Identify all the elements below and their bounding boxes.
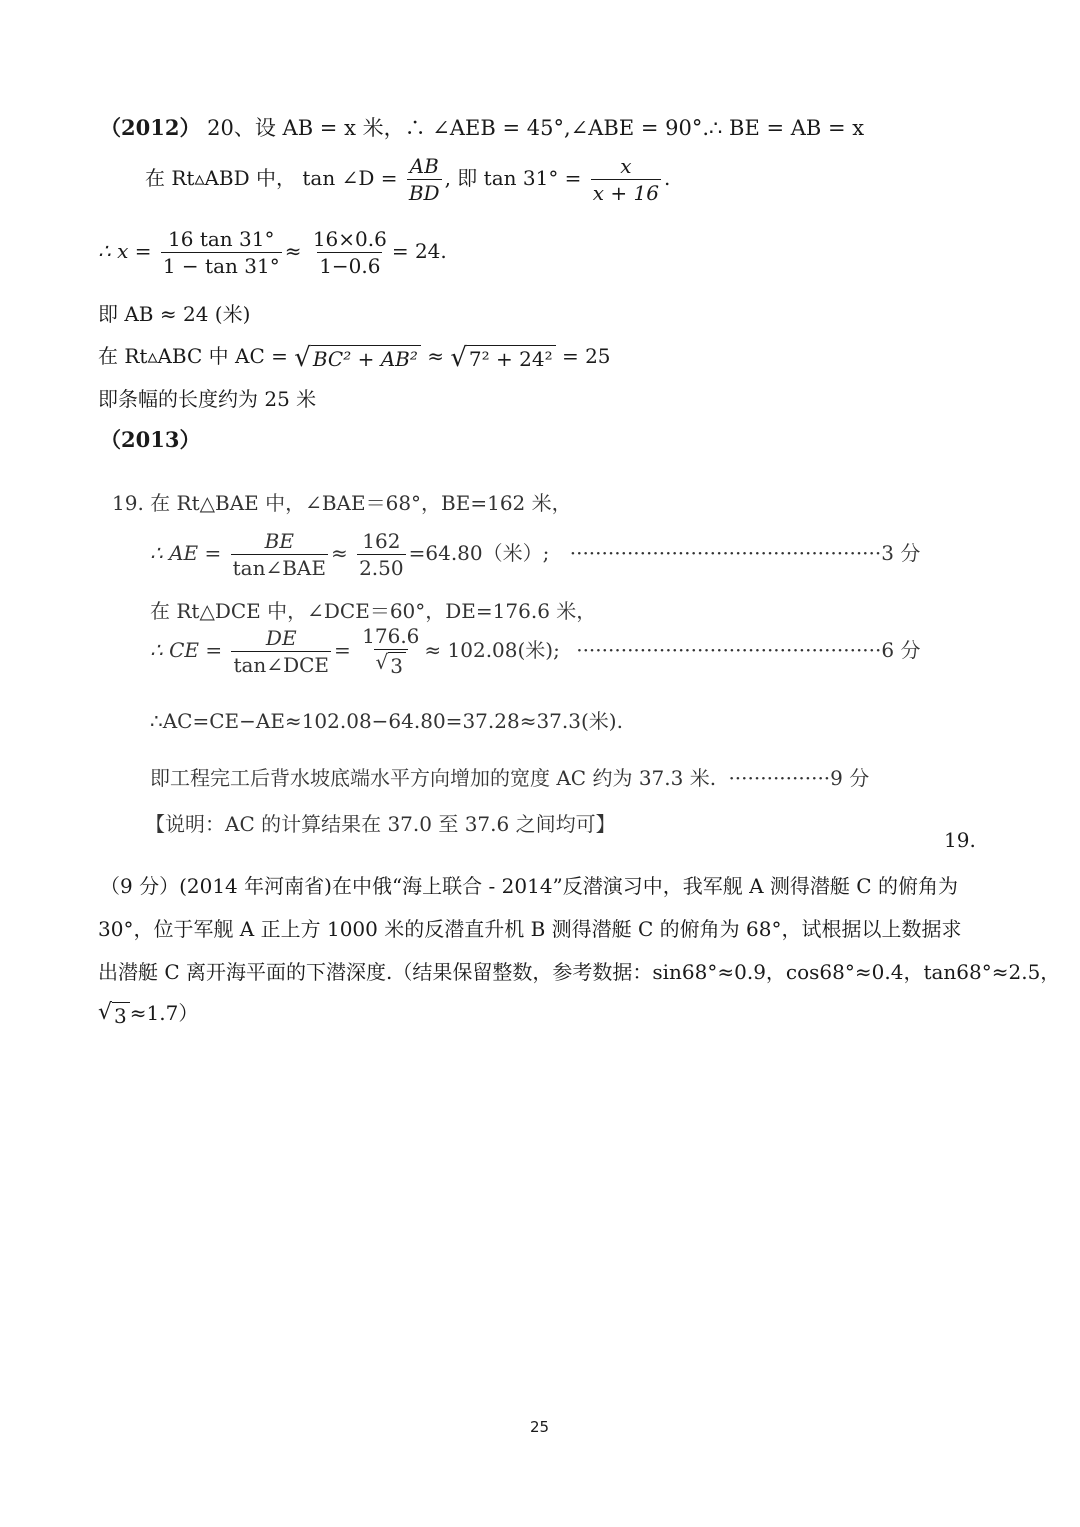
dot-leader: ················································: [576, 638, 882, 662]
fraction-ab-bd: $\frac{AB}{BD}$: [408, 154, 440, 205]
dot-leader: ·················································: [569, 541, 882, 565]
score-6: 6 分: [881, 638, 921, 662]
solution-2013-line2: ∴ AE = $\frac{BE}{\text{tan∠BAE}}$ ≈ $\frac{162}{2.50}$ =64.80（米）; ·················································3 分: [150, 529, 921, 580]
solution-2012-line1: [100, 112, 864, 142]
question-line3: 出潜艇 C 离开海平面的下潜深度.（结果保留整数，参考数据：sin68°≈0.9，cos68°≈0.4，tan68°≈2.5，: [98, 960, 1061, 984]
question-line2: 30°，位于军舰 A 正上方 1000 米的反潜直升机 B 测得潜艇 C 的俯角为 68°，试根据以上数据求: [98, 917, 962, 941]
fraction-16tan31: $\frac{16 \tan 31^\circ}{1 - \tan 31^\circ}$: [162, 227, 280, 278]
score-3: 3 分: [881, 541, 921, 565]
solution-2012-line3: ∴ x = $\frac{16 \tan 31^\circ}{1 - \tan 31^\circ}$ ≈ $\frac{16\times 0.6}{1-0.6}$ = 24.: [98, 227, 447, 278]
year-heading-2013: （2013）: [100, 427, 201, 452]
solution-2012-line4: 即 AB ≈ 24 (米): [98, 302, 251, 326]
question-line1: （9 分）(2014 年河南省)在中俄“海上联合 - 2014”反潜演习中，我军舰 A 测得潜艇 C 的俯角为: [100, 874, 958, 898]
sqrt-7-24: √ 7² + 24²: [450, 345, 555, 371]
solution-2013-line5: ∴AC=CE−AE≈102.08−64.80=37.28≈37.3(米).: [150, 709, 623, 733]
year-heading-2012: （2012）: [100, 115, 201, 140]
solution-2012-line6: 即条幅的长度约为 25 米: [98, 387, 317, 411]
score-9: 9 分: [830, 766, 870, 790]
solution-2013-line6: 即工程完工后背水坡底端水平方向增加的宽度 AC 约为 37.3 米. ················9 分: [150, 766, 870, 790]
solution-2013-line4: ∴ CE = $\frac{DE}{\text{tan∠DCE}}$ = 176.6 √ 3 ≈ 102.08(米); ················································6 分: [150, 624, 921, 678]
tan31-label: , 即 tan 31° =: [444, 166, 582, 190]
page-number: 25: [530, 1418, 550, 1436]
solution-2012-line5: 在 Rt▵ABC 中 AC = √ BC² + AB² ≈ √ 7² + 24² = 25: [98, 342, 611, 373]
solution-2013-note: 【说明：AC 的计算结果在 37.0 至 37.6 之间均可】: [145, 812, 616, 836]
fraction-1766-sqrt3: 176.6 √ 3: [362, 624, 420, 678]
fraction-be-tanbae: $\frac{BE}{\text{tan∠BAE}}$: [232, 529, 326, 580]
solution-2013-line3: 在 Rt△DCE 中，∠DCE＝60°，DE=176.6 米，: [150, 599, 597, 623]
fraction-de-tandce: $\frac{DE}{\text{tan∠DCE}}$: [233, 626, 330, 677]
dot-leader: ················: [728, 766, 831, 790]
solution-2012-line2: 在 Rt▵ABD 中， tan ∠D = $\frac{AB}{BD}$ , 即 tan 31° = $\frac{x}{x + 16}$ .: [145, 154, 671, 205]
question-number: 19.: [944, 828, 976, 852]
sqrt-bc-ab: √ BC² + AB²: [294, 345, 421, 371]
sqrt-3: √ 3: [376, 652, 406, 678]
solution-2013-line1: 19. 在 Rt△BAE 中，∠BAE＝68°，BE=162 米，: [112, 491, 572, 515]
tan-d-label: 在 Rt▵ABD 中， tan ∠D =: [145, 166, 398, 190]
question-line4: √ 3 ≈1.7）: [98, 999, 199, 1028]
fraction-x-x16: $\frac{x}{x + 16}$: [592, 154, 659, 205]
fraction-16x06: $\frac{16\times 0.6}{1-0.6}$: [312, 227, 387, 278]
fraction-162-250: $\frac{162}{2.50}$: [359, 529, 404, 580]
sqrt-3-ref: √ 3: [98, 1002, 130, 1028]
solution-2012-text1: 20、设 AB = x 米，∴ ∠AEB = 45°,∠ABE = 90°.∴ BE = AB = x: [207, 116, 865, 140]
